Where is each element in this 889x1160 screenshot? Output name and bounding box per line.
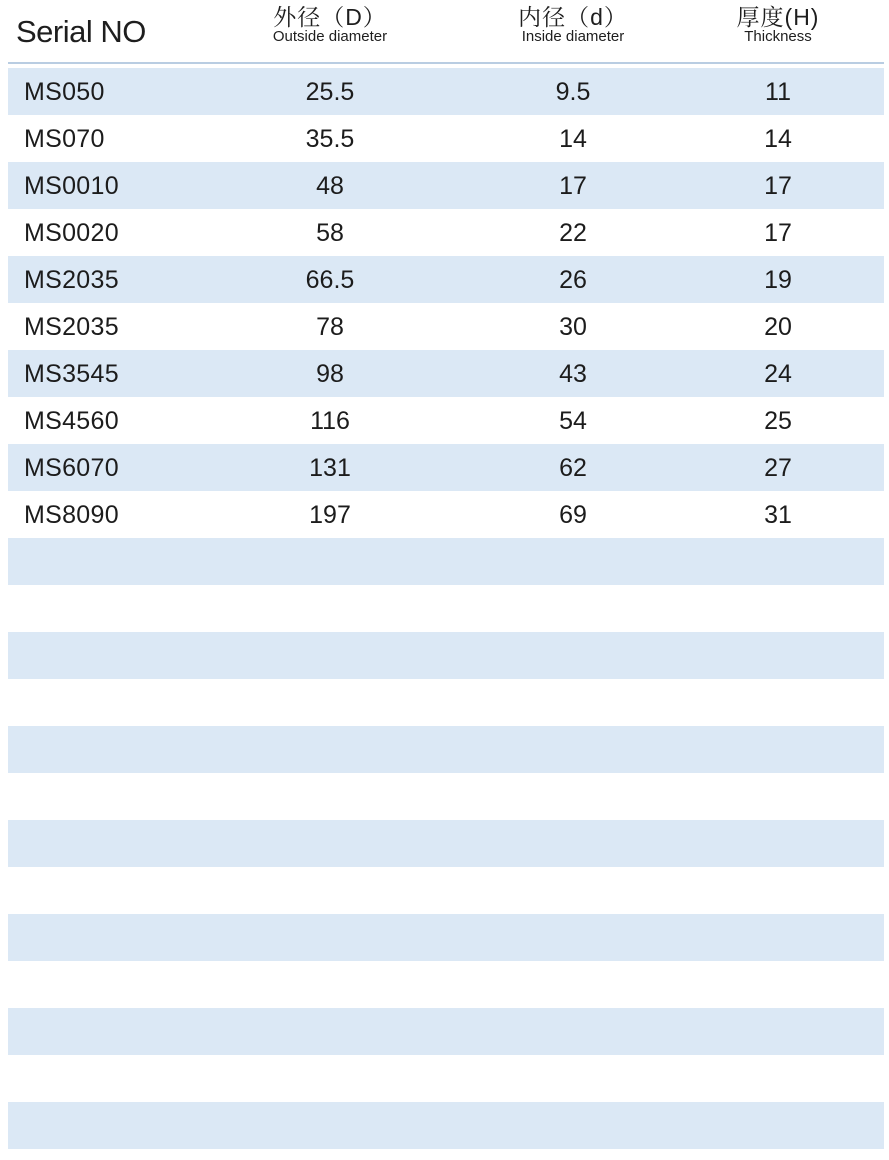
cell-serial: MS0010 xyxy=(24,172,119,200)
cell-thickness: 25 xyxy=(764,407,792,435)
empty-row xyxy=(8,679,884,726)
cell-serial: MS4560 xyxy=(24,407,119,435)
cell-outside-diameter: 116 xyxy=(310,407,350,435)
cell-inside-diameter: 17 xyxy=(559,172,587,200)
cell-inside-diameter: 43 xyxy=(559,360,587,388)
cell-inside-diameter: 62 xyxy=(559,454,587,482)
header-thickness-en: Thickness xyxy=(744,28,812,45)
cell-inside-diameter: 14 xyxy=(559,125,587,153)
cell-inside-diameter: 22 xyxy=(559,219,587,247)
table-row xyxy=(8,209,884,256)
cell-inside-diameter: 9.5 xyxy=(555,78,591,106)
empty-row xyxy=(8,632,884,679)
table-body xyxy=(8,68,884,1149)
empty-row xyxy=(8,914,884,961)
header-outside-diameter xyxy=(240,6,420,44)
cell-thickness: 20 xyxy=(764,313,792,341)
cell-thickness: 31 xyxy=(764,501,792,529)
cell-serial: MS2035 xyxy=(24,266,119,294)
cell-serial: MS3545 xyxy=(24,360,119,388)
cell-serial: MS0020 xyxy=(24,219,119,247)
header-outside-diameter-en: Outside diameter xyxy=(272,28,388,45)
cell-thickness: 14 xyxy=(764,125,792,153)
empty-row xyxy=(8,726,884,773)
empty-row xyxy=(8,867,884,914)
cell-thickness: 24 xyxy=(764,360,792,388)
cell-thickness: 11 xyxy=(765,78,791,106)
header-inside-diameter-en: Inside diameter xyxy=(521,28,625,45)
cell-serial: MS070 xyxy=(24,125,105,153)
cell-thickness: 27 xyxy=(764,454,792,482)
empty-row xyxy=(8,1008,884,1055)
cell-outside-diameter: 25.5 xyxy=(305,78,355,106)
cell-thickness: 17 xyxy=(764,172,792,200)
table-row xyxy=(8,162,884,209)
table-row xyxy=(8,68,884,115)
header-serial-no: Serial NO xyxy=(16,14,146,49)
empty-row xyxy=(8,1055,884,1102)
cell-outside-diameter: 66.5 xyxy=(305,266,355,294)
cell-inside-diameter: 69 xyxy=(559,501,587,529)
empty-row xyxy=(8,538,884,585)
cell-outside-diameter: 78 xyxy=(316,313,344,341)
header-inside-diameter-zh: 内径（d） xyxy=(518,4,628,30)
empty-row xyxy=(8,820,884,867)
table-row xyxy=(8,491,884,538)
cell-serial: MS8090 xyxy=(24,501,119,529)
cell-outside-diameter: 98 xyxy=(316,360,344,388)
empty-row xyxy=(8,961,884,1008)
cell-outside-diameter: 48 xyxy=(316,172,344,200)
cell-serial: MS6070 xyxy=(24,454,119,482)
table-row xyxy=(8,397,884,444)
header-outside-diameter-zh: 外径（D） xyxy=(273,4,387,30)
cell-thickness: 19 xyxy=(764,266,792,294)
empty-row xyxy=(8,1102,884,1149)
header-inside-diameter xyxy=(483,6,663,44)
table-row xyxy=(8,350,884,397)
header-thickness-zh: 厚度(H) xyxy=(736,4,820,30)
cell-outside-diameter: 131 xyxy=(309,454,351,482)
cell-thickness: 17 xyxy=(764,219,792,247)
cell-inside-diameter: 54 xyxy=(559,407,587,435)
table-row xyxy=(8,444,884,491)
header-thickness xyxy=(708,6,848,44)
table-row xyxy=(8,115,884,162)
cell-outside-diameter: 197 xyxy=(309,501,351,529)
empty-row xyxy=(8,585,884,632)
cell-outside-diameter: 58 xyxy=(316,219,344,247)
table-row xyxy=(8,303,884,350)
cell-serial: MS2035 xyxy=(24,313,119,341)
cell-serial: MS050 xyxy=(24,78,105,106)
cell-inside-diameter: 30 xyxy=(559,313,587,341)
table-row xyxy=(8,256,884,303)
empty-row xyxy=(8,773,884,820)
cell-inside-diameter: 26 xyxy=(559,266,587,294)
cell-outside-diameter: 35.5 xyxy=(305,125,355,153)
table-header xyxy=(8,0,884,64)
